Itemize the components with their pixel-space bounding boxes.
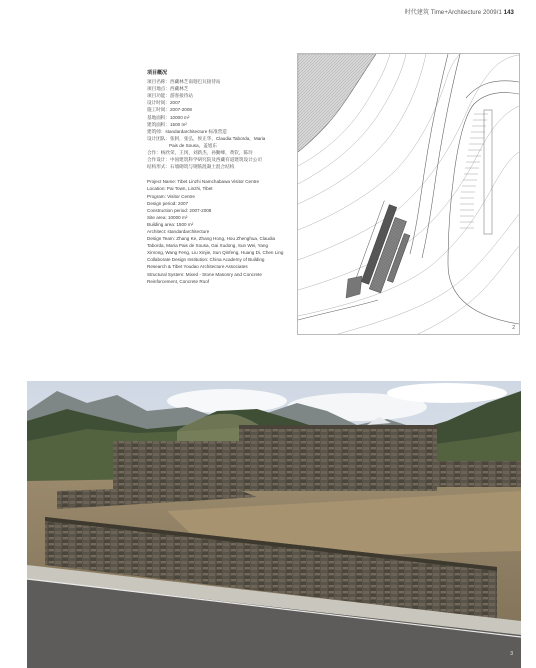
en-row: Site area: 10000 m² [147, 214, 188, 220]
en-row: Project Name: Tibet Linzhi Namchabawa Visitor Centre [147, 179, 260, 185]
cn-row: Pais de Sousa，盖旭东 [169, 142, 217, 148]
en-row: Structural System: Mixed - Stone Masonry and Concrete Reinforcement, Concrete Roof [147, 271, 262, 284]
en-row: Collaborate Design Institution: China Academy of Building Research & Tibet Youdao Architecture Associates [147, 257, 265, 270]
photo-figure-number: 3 [510, 651, 513, 657]
en-row: Design period: 2007 [147, 200, 189, 206]
building-photo [27, 381, 521, 668]
cn-row: 合作：杨欣荣，王冈，刘新杰，孙勤峰，黄钦，陈玲 [147, 150, 253, 156]
en-row: Building area: 1500 m² [147, 221, 194, 227]
cn-rows [147, 78, 285, 170]
page-header [405, 7, 514, 16]
site-plan-figure [297, 53, 520, 335]
site-plan-drawing [298, 54, 519, 334]
en-row: Location: Pai Town, Linzhi, Tibet [147, 186, 213, 192]
en-rows [147, 178, 285, 284]
cn-row: 项目地点：西藏林芝 [147, 86, 189, 92]
cn-row: 项目功能：游客接待站 [147, 93, 193, 99]
cn-row: 建筑师：standardarchitecture 标准营造 [147, 128, 227, 134]
cn-row: 施工时间：2007-2008 [147, 107, 192, 113]
en-row: Construction period: 2007-2008 [147, 207, 212, 213]
cn-row: 基地面积：10000 m² [147, 114, 190, 120]
overview-heading: 项目概况 [147, 70, 168, 76]
en-row: Design Team: Zhang Ke, Zhang Hong, Hou Zhenghua, Claudia Taborda, Maria Pais de Sousa, Gai Xudong, Sun Wei, Yang Xinrong, Wang Feng, Liu Xinjie, Sun Qinfeng, Huang Di, Chen Ling [147, 236, 284, 256]
cn-row: 结构形式：石墙砌筑与钢筋混凝土混合结构 [147, 164, 235, 170]
magazine-title: 时代建筑 Time+Architecture 2009/1 [404, 10, 502, 16]
page-number: 143 [503, 10, 514, 16]
cn-row: 建筑面积：1500 m² [147, 121, 187, 127]
cn-row: 设计团队：张轲，张弘，侯正华，Claudia Taborda，Maria [147, 135, 266, 141]
project-overview [147, 70, 285, 285]
plan-figure-number: 2 [512, 325, 515, 331]
en-row: Architect: standardarchitecture [147, 228, 210, 234]
landscape-photo [27, 381, 521, 668]
cn-row: 项目名称：西藏林芝南迦巴瓦接待站 [147, 79, 221, 85]
cn-row: 合作设计：中国建筑科学研究院及西藏有道建筑设计公司 [147, 157, 262, 163]
cn-row: 设计时间：2007 [147, 100, 181, 106]
en-row: Program: Visitor Centre [147, 193, 195, 199]
